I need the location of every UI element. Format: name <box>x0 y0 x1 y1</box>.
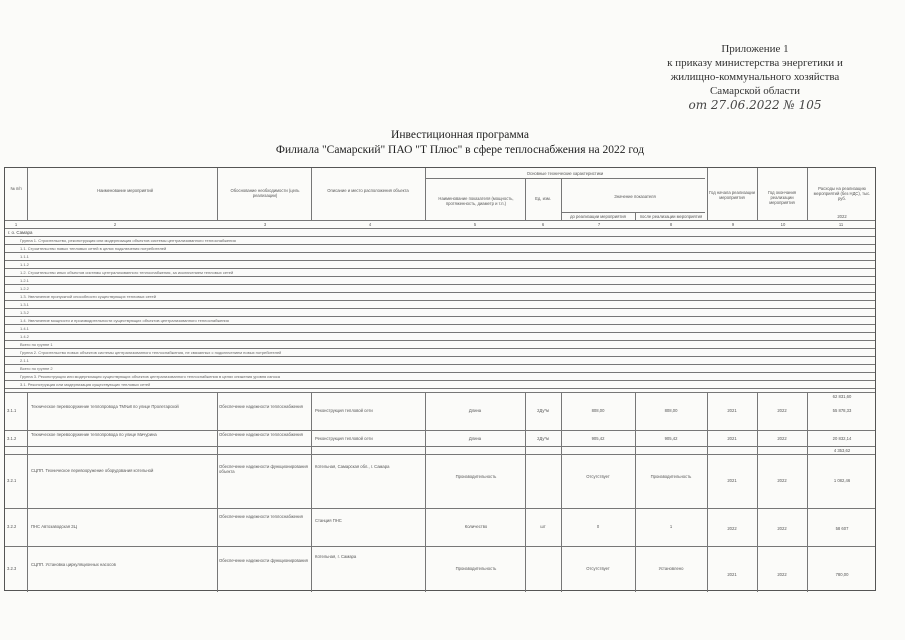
row-num: 3.2.3 <box>7 566 17 571</box>
header-start-year: Год начала реализации мероприятия <box>709 190 755 200</box>
appendix-block <box>640 42 870 112</box>
row-description: Котельная, г. Самара <box>315 554 357 559</box>
row-after: 905,42 <box>664 436 678 441</box>
table-row: 1.3. Увеличение пропускной способности существующих тепловых сетей <box>20 294 156 299</box>
row-param: Производительность <box>455 474 497 479</box>
row-cost: 20 832,14 <box>832 436 852 441</box>
row-before: Отсутствует <box>586 566 610 571</box>
row-start: 2022 <box>727 526 737 531</box>
city-label: г. о. Самара <box>8 230 33 235</box>
table-row: 1.2. Строительство иных объектов системы централизованного теплоснабжения, за исключением тепловых сетей <box>20 270 234 275</box>
row-end: 2022 <box>777 572 787 577</box>
row-name: Техническое перевооружение теплопровода ТМ№8 по улице Пролетарской <box>31 404 179 409</box>
col-number: 6 <box>541 222 545 227</box>
appendix-signature-date: от 27.06.2022 № 105 <box>688 98 822 112</box>
header-cost-year: 2022 <box>837 214 847 219</box>
col-number: 11 <box>838 222 844 227</box>
header-end-year: Год окончания реализации мероприятия <box>767 190 797 205</box>
row-num: 3.2.1 <box>7 478 17 483</box>
col-number: 1 <box>14 222 18 227</box>
table-row: Всего по группе 1 <box>20 342 53 347</box>
row-after: 808,00 <box>664 408 678 413</box>
row-param: Длина <box>468 408 482 413</box>
table-row: 2.1.1 <box>20 358 29 363</box>
title-line-1: Инвестиционная программа <box>391 129 529 141</box>
appendix-line-2: к приказу министерства энергетики и <box>667 57 843 69</box>
row-before: 808,00 <box>591 408 605 413</box>
row-name: ПНС Автозаводская ЗЦ <box>31 524 77 529</box>
row-param: Количество <box>464 524 488 529</box>
table-row: Группа 2. Строительство новых объектов системы централизованного теплоснабжения, не связанных с подключением новых потребителей <box>20 350 282 355</box>
table-row: 1.3.2 <box>20 310 29 315</box>
row-cost: 1 082,46 <box>833 478 851 483</box>
row-justification: Обеспечение надежности функционирования <box>219 558 308 563</box>
row-param: Длина <box>468 436 482 441</box>
col-number: 7 <box>597 222 601 227</box>
row-num: 3.2.2 <box>7 524 17 529</box>
table-row: 1.1. Строительство новых тепловых сетей в целях подключения потребителей <box>20 246 167 251</box>
row-name: СЦПП. Установка циркуляционных насосов <box>31 562 116 567</box>
header-after: после реализации мероприятия <box>639 214 703 219</box>
row-before: Отсутствует <box>586 474 610 479</box>
row-cost: 55 878,33 <box>832 408 852 413</box>
appendix-line-4: Самарской области <box>709 85 801 97</box>
table-row: Группа 3. Реконструкция или модернизация существующих объектов централизованного теплоснабжения в целях снижения уровня износа <box>20 374 281 379</box>
header-before: до реализации мероприятия <box>570 214 626 219</box>
row-end: 2022 <box>777 408 787 413</box>
row-after: Установлено <box>658 566 684 571</box>
table-row: 1.1.2 <box>20 262 29 267</box>
header-num: № п/п <box>10 186 22 191</box>
row-unit: 2Ду*м <box>537 408 549 413</box>
row-description: Реконструкция тепловой сети <box>315 436 373 441</box>
row-after: 1 <box>669 524 673 529</box>
appendix-line-1: Приложение 1 <box>721 43 789 55</box>
table-row: 3.1. Реконструкция или модернизация существующих тепловых сетей <box>20 382 151 387</box>
header-name: Наименование мероприятий <box>97 188 153 193</box>
table-row: 1.2.1 <box>20 278 29 283</box>
row-end: 2022 <box>777 526 787 531</box>
row-end: 2022 <box>777 478 787 483</box>
row-param: Производительность <box>455 566 497 571</box>
table-row: 1.4.2 <box>20 334 29 339</box>
header-param: Наименование показателя (мощность, протяженность, диаметр и т.п.) <box>438 196 514 206</box>
row-description: Котельная, Самарская обл., г. Самара <box>315 464 390 469</box>
row-num: 3.1.1 <box>7 408 17 413</box>
header-value: Значение показателя <box>614 194 656 199</box>
row-start: 2021 <box>727 478 737 483</box>
header-group-tech: Основные технические характеристики <box>526 171 604 176</box>
row-cost: 58 607 <box>835 526 849 531</box>
investment-program-table <box>4 167 876 591</box>
table-row: 1.1.1 <box>20 254 29 259</box>
col-number: 4 <box>368 222 372 227</box>
table-row: 1.4. Увеличение мощности и производительности существующих объектов централизованного теплоснабжения <box>20 318 229 323</box>
table-row: 1.2.2 <box>20 286 29 291</box>
col-number: 3 <box>263 222 267 227</box>
row-description: Реконструкция тепловой сети <box>315 408 373 413</box>
row-before: 905,42 <box>591 436 605 441</box>
title-line-2: Филиала "Самарский" ПАО "Т Плюс" в сфере теплоснабжения на 2022 год <box>275 144 645 156</box>
row-start: 2021 <box>727 572 737 577</box>
row-unit: 2Ду*м <box>537 436 549 441</box>
col-number: 5 <box>473 222 477 227</box>
row-num: 3.1.2 <box>7 436 17 441</box>
header-description: Описание и место расположения объекта <box>327 188 409 193</box>
table-row: Всего по группе 2 <box>20 366 53 371</box>
row-name: Техническое перевооружение теплопровода по улице Мичурина <box>31 432 157 437</box>
col-number: 9 <box>731 222 735 227</box>
row-unit: шт <box>540 524 546 529</box>
subtotal: 62 831,60 <box>832 394 852 399</box>
table-row: Группа 1. Строительство, реконструкция или модернизация объектов системы централизованного теплоснабжения <box>20 238 236 243</box>
row-justification: Обеспечение надежности теплоснабжения <box>219 432 303 437</box>
header-cost: Расходы на реализацию мероприятий (без НДС), тыс. руб. <box>813 186 871 201</box>
row-end: 2022 <box>777 436 787 441</box>
col-number: 8 <box>669 222 673 227</box>
header-justification: Обоснование необходимости (цель реализации) <box>230 188 300 198</box>
table-row: 1.4.1 <box>20 326 29 331</box>
row-before: 0 <box>596 524 600 529</box>
row-name: СЦПП. Техническое перевооружение оборудования котельной <box>31 468 154 473</box>
table-row: 1.3.1 <box>20 302 29 307</box>
appendix-line-3: жилищно-коммунального хозяйства <box>670 71 840 83</box>
section-total: 4 353,62 <box>833 448 851 453</box>
header-unit: Ед. изм. <box>535 196 551 201</box>
row-after: Производительность <box>650 474 692 479</box>
row-start: 2021 <box>727 436 737 441</box>
row-justification: Обеспечение надежности функционирования объекта <box>219 464 308 474</box>
row-justification: Обеспечение надежности теплоснабжения <box>219 514 303 519</box>
row-description: Станция ПНС <box>315 518 342 523</box>
col-number: 10 <box>780 222 786 227</box>
row-justification: Обеспечение надежности теплоснабжения <box>219 404 303 409</box>
col-number: 2 <box>113 222 117 227</box>
row-start: 2021 <box>727 408 737 413</box>
document-title <box>160 128 760 158</box>
row-cost: 780,00 <box>835 572 849 577</box>
